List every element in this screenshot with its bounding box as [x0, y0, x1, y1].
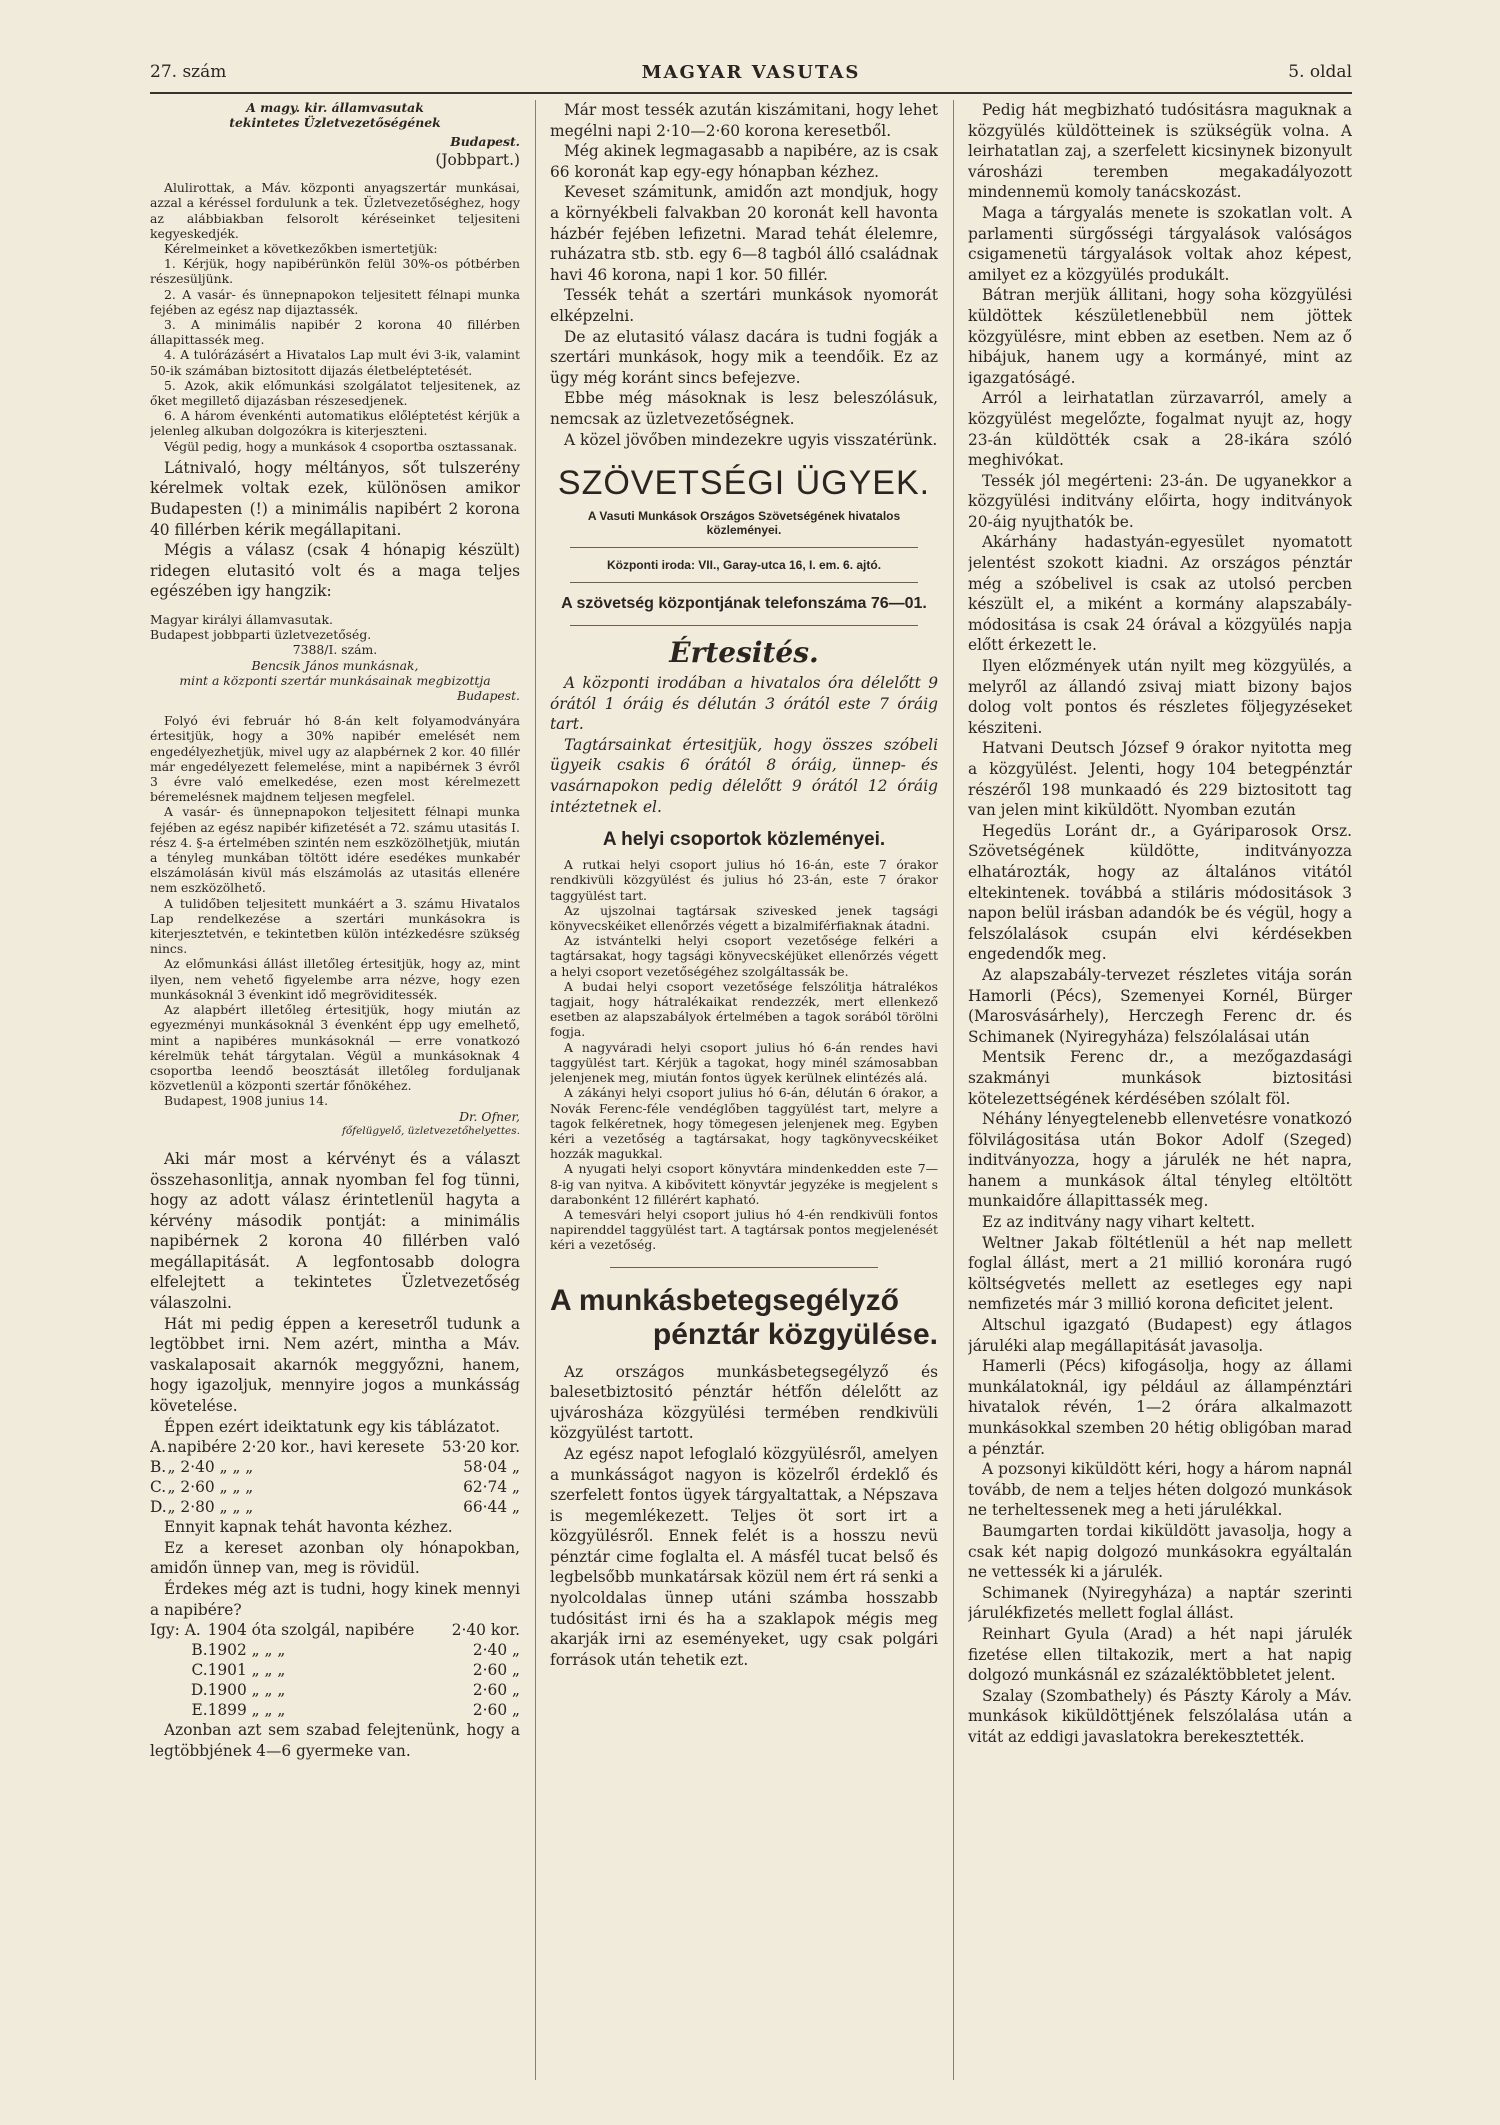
reply-para-5: Az alapbért illetőleg értesitjük, hogy miután az egyezményi munkásoknál 3 évenként épp ugy emelhető, mint a napibéres munkásoknál — erre vonatkozó kérelmük tehát tárgytalan. Végül a munkásoknak 4 csoportba leendő beosztását illetőleg forduljanak közvetlenül a központi szertár főnökéhez.	[150, 1002, 520, 1094]
divider	[570, 582, 918, 583]
assembly-cont-13: Ez az inditvány nagy vihart keltett.	[982, 1213, 1256, 1232]
headline-line-1: A munkásbetegsegélyző	[550, 1283, 899, 1317]
page-header	[150, 62, 1352, 94]
page-number: 5. oldal	[1288, 62, 1352, 82]
petition-intro: Alulirottak, a Máv. központi anyagszertár munkásai, azzal a kéréssel fordulunk a tek. Üzletvezetőséghez, hogy az alábbiakban felsorolt kéréseinket teljesiteni kegyeskedjék.	[150, 180, 520, 241]
wage-table	[150, 1437, 520, 1517]
reply-addressee: Bencsik János munkásnak,	[251, 657, 419, 673]
headline-betegsegelyzo	[550, 1284, 938, 1352]
table-row: D. 1900 „ „ „ 2·60 „	[190, 1681, 520, 1700]
local-group-item: A zákányi helyi csoport julius hó 6-án, délután 6 órakor, a Novák Ferenc-féle vendéglőben taggyülést tart, melyre a tagok felkéretnek, hogy tömegesen jelenjenek meg. Egyben kéri a vezetőség a tagtársakat, hogy tagkönyvecskéiket hozzák magukkal.	[550, 1085, 938, 1162]
phone-notice: A szövetség központjának telefonszáma 76—01.	[561, 595, 927, 613]
issue-number: 27. szám	[150, 62, 227, 82]
assembly-cont-7: Ilyen előzmények után nyilt meg közgyülés, a melyről az állandó zsivaj miatt bizony bajos dolog volt pontos és részletes följegyzéseket késziteni.	[968, 657, 1352, 737]
commentary-6: Ennyit kapnak tehát havonta kézhez.	[164, 1518, 453, 1537]
assembly-cont-9: Hegedüs Loránt dr., a Gyáriparosok Orsz. Szövetségének küldötte, inditványozza elhatározták, hogy az általános vitától eltekintenek. továbbá a stiláris módositások 3 napon belül irásban adandók be és végül, hogy a felszólalások csupán elvi kérdésekben engedendők meg.	[968, 821, 1352, 964]
table-row: B. „ 2·40 „ „ „ 58·04 „	[150, 1458, 520, 1477]
table-row: B. 1902 „ „ „ 2·40 „	[191, 1641, 520, 1660]
local-group-item: A budai helyi csoport vezetősége felszólitja hátralékos tagjait, hogy hátralékaikat rendezzék, mert ellenkező esetben az alapszabályok értelmében a tagok sorából törölni fogja.	[550, 978, 938, 1040]
assembly-cont-3: Bátran merjük állitani, hogy soha közgyülési küldöttek készületlenebbül nem jöttek közgyülésre, mint ebben az esetben. Nem az ő hibájuk, hanem ugy a kormányé, mint az igazgatóságé.	[968, 286, 1352, 387]
reply-reference: 7388/I. szám.	[292, 642, 378, 658]
reply-para-4: Az előmunkási állást illetőleg értesitjük, hogy az, mint ilyen, nem vehető figyelembe arra nézve, hogy ezen munkásoknál 3 évenkint idő megröviditessék.	[150, 956, 520, 1002]
address-line-3: Budapest.	[450, 134, 520, 150]
local-group-item: A temesvári helyi csoport julius hó 4-én rendkivüli fontos napirenddel taggyülést tart. A tagtársak pontos megjelenését kéri a vezetőség.	[550, 1206, 938, 1253]
article-cont-7: A közel jövőben mindezekre ugyis visszatérünk.	[564, 430, 938, 449]
commentary-1: Látnivaló, hogy méltányos, sőt tulszerény kérelmek voltak ezek, különösen amikor Budapesten (!) a minimális napibért 2 korona 40 fillérben kérik megállapitani.	[150, 458, 520, 539]
divider	[570, 547, 918, 548]
office-address: Központi iroda: VII., Garay-utca 16, I. em. 6. ajtó.	[606, 558, 882, 573]
column-2	[550, 100, 938, 2085]
reply-addressee-role: mint a központi szertár munkásainak megbizottja	[179, 672, 491, 688]
commentary-3: Aki már most a kérvényt és a választ összehasonlitja, annak nyomban fel fog tünni, hogy az adott válasz érintetlenül hagyta a kérvény második pontját: a minimális napibérnek 2 korona 40 fillérben való megállapitását. A legfontosabb dologra elfelejtett a tekintetes Üzletvezetőség válaszolni.	[150, 1149, 520, 1313]
assembly-cont-11: Mentsik Ferenc dr., a mezőgazdasági szakmányi munkások biztositási kötelezettségének kérdésében szólalt föl.	[968, 1048, 1352, 1108]
assembly-cont-14: Weltner Jakab föltétlenül a hét nap mellett foglal állást, mert a 21 millió koronára rugó költségvetés mellett az esetleges egy napi nemfizetés már 3 millió korona deficitet jelent.	[968, 1233, 1352, 1314]
petition-item-6: 6. A három évenkénti automatikus előléptetést kérjük a jelenleg alkuban dolgozókra is kiterjeszteni.	[150, 408, 520, 439]
assembly-cont-10: Az alapszabály-tervezet részletes vitája során Hamorli (Pécs), Szemenyei Kornél, Bürger (Marosvásárhely), Herczegh Ferenc dr. és Schimanek (Nyiregyháza) felszólalásai után	[968, 965, 1352, 1046]
assembly-para-2: Az egész napot lefoglaló közgyülésről, amelyen a munkásságot nagyon is közelről érdeklő és szerfelett fontos ügyek tárgyaltattak, a Népszava is megemlékezett. Teljes öt sort irt a közgyülésről. Ennek felét is a hosszu nevü pénztár cime foglalta el. A másfél tucat belső és legbelsőbb munkatársak közül nem ért rá senki a nyolcoldalas ünnep utáni számba hosszabb tudósitást irni és ha a szaklapok mégis meg akarják irni az eseményeket, ugy csak polgári források után tehetik ezt.	[550, 1444, 938, 1669]
reply-city: Budapest.	[457, 688, 520, 704]
assembly-cont-1: Pedig hát megbizható tudósitásra maguknak a közgyülés küldötteinek is szükségük volna. A leirhatatlan zaj, a szerfelett kicsinynek bizonyult városházi teremben megakadályozott mindennemü komoly tanácskozást.	[968, 101, 1352, 202]
reply-para-1: Folyó évi február hó 8-án kelt folyamodványára értesitjük, hogy a 30% napibér emelését nem engedélyezhetjük, mivel ugy az alapbérnek 2 kor. 40 fillér már engedélyezett felemelése, mint a napibérnek 3 évről 3 évre való emelkedése, ezen most kérelmezett béremelésnek majdnem teljesen megfelel.	[150, 713, 520, 805]
assembly-cont-15: Altschul igazgató (Budapest) egy átlagos járuléki alap megállapitását javasolja.	[968, 1316, 1352, 1355]
assembly-cont-6: Akárhány hadastyán-egyesület nyomatott jelentést szokott kiadni. Az országos pénztár még a szóbelivel is csak az utolsó percben készült el, a miként a kormány alapszabály-módositása is csak 24 órával a közgyülés napja előtt érkezett le.	[968, 533, 1352, 655]
assembly-para-1: Az országos munkásbetegsegélyző és balesetbiztositó pénztár hétfőn délelőtt az ujvárosháza közgyülési termében rendkivüli közgyülést tartott.	[550, 1362, 938, 1443]
commentary-5: Éppen ezért ideiktatunk egy kis táblázatot.	[164, 1417, 501, 1436]
reply-date: Budapest, 1908 junius 14.	[164, 1093, 329, 1109]
table-row: C. 1901 „ „ „ 2·60 „	[191, 1661, 520, 1680]
assembly-cont-17: A pozsonyi kiküldött kéri, hogy a három napnál tovább, de nem a teljes héten dolgozó munkások ne terheltessenek meg a heti járulékkal.	[968, 1460, 1352, 1520]
table-row: C. „ 2·60 „ „ „ 62·74 „	[150, 1478, 520, 1497]
divider	[570, 625, 918, 626]
commentary-9: Azonban azt sem szabad felejtenünk, hogy a legtöbbjének 4—6 gyermeke van.	[150, 1721, 520, 1760]
reply-letterhead-1: Magyar királyi államvasutak.	[150, 612, 333, 628]
assembly-cont-20: Reinhart Gyula (Arad) a hét napi járulék fizetése ellen tiltakozik, mert a hat napig dolgozó munkásnál ez százaléktöbbletet jelent.	[968, 1624, 1352, 1685]
reply-para-3: A tulidőben teljesitett munkáért a 3. számu Hivatalos Lap rendelkezése a szertári munkásokra is kiterjesztetvén, e tekintetben külön intézkedésre szükség nincs.	[150, 895, 520, 957]
address-line-1: A magy. kir. államvasutak	[246, 100, 424, 115]
reply-letterhead-2: Budapest jobbparti üzletvezetőség.	[150, 627, 372, 643]
assembly-cont-4: Arról a leirhatatlan zürzavarról, amely a közgyülést megelőzte, fogalmat nyujt az, hogy 23-án küldötték csak a 28-ikára szóló meghivókat.	[968, 389, 1352, 470]
assembly-cont-12: Néhány lényegtelenebb ellenvetésre vonatkozó fölvilágositása után Bokor Adolf (Szeged) inditványozza, hogy a járulék ne hét napra, hanem a munkások által tényleg eltöltött munkaidőre állapittassék meg.	[968, 1110, 1352, 1211]
article-cont-4: Tessék tehát a szertári munkások nyomorát elképzelni.	[550, 286, 938, 325]
divider	[610, 1267, 878, 1268]
notice-title: Értesités.	[669, 636, 819, 670]
reply-signature-title: főfelügyelő, üzletvezetőhelyettes.	[341, 1124, 520, 1137]
address-line-2: tekintetes Üzletvezetőségének	[229, 115, 441, 131]
address-line-4: (Jobbpart.)	[435, 150, 520, 169]
table-row: E. 1899 „ „ „ 2·60 „	[191, 1701, 520, 1720]
article-cont-1: Már most tessék azután kiszámitani, hogy lehet megélni napi 2·10—2·60 korona keresetből.	[550, 101, 938, 140]
table-row: D. „ 2·80 „ „ „ 66·44 „	[150, 1498, 520, 1517]
assembly-cont-19: Schimanek (Nyiregyháza) a naptár szerinti járulékfizetés mellett foglal állást.	[968, 1583, 1352, 1623]
assembly-cont-5: Tessék jól megérteni: 23-án. De ugyanekkor a közgyülési inditvány előirta, hogy inditványok 20-áig nyujthatók be.	[968, 471, 1352, 531]
article-cont-3: Keveset számitunk, amidőn azt mondjuk, hogy a környékbeli falvakban 20 koronát kell havonta házbér fejében lefizetni. Marad tehát élelemre, ruházatra stb. stb. egy 6—8 tagból álló családnak havi 46 korona, napi 1 kor. 50 fillér.	[550, 183, 938, 284]
column-rule-1	[535, 100, 536, 2080]
local-group-item: A nyugati helyi csoport könyvtára mindenkedden este 7—8-ig van nyitva. A kibővitett könyvtár jegyzéke is megjelent s darabonként 12 fillérért kapható.	[550, 1161, 938, 1207]
article-cont-6: Ebbe még másoknak is lesz beleszólásuk, nemcsak az üzletvezetőségnek.	[550, 389, 938, 428]
headline-line-2: pénztár közgyülése.	[652, 1317, 938, 1351]
assembly-cont-21: Szalay (Szombathely) és Pászty Károly a Máv. munkások kiküldöttjének felszólalása után a vitát az eddigi javaslatokra berekesztették.	[968, 1686, 1352, 1746]
commentary-7: Ez a kereset azonban oly hónapokban, amidőn ünnep van, meg is rövidül.	[150, 1538, 520, 1578]
assembly-cont-8: Hatvani Deutsch József 9 órakor nyitotta meg a közgyülést. Jelenti, hogy 104 betegpénztár részéről 198 munkaadó és 229 biztositott tag van jelen mint kiküldött. Nyomban ezután	[968, 739, 1352, 820]
petition-list-intro: Kérelmeinket a következőkben ismertetjük:	[164, 241, 438, 257]
reply-para-2: A vasár- és ünnepnapokon teljesitett félnapi munka fejében az egész napibér kifizetését a 72. számu utasitás I. rész 4. §-a értelmében szintén nem eszközölhetjük, miután a tényleg munkában töltött idére esedékes munkabér elszámolásán kivül más elszámolás az utasitás ellenére nem eszközölhető.	[150, 804, 520, 896]
table-row: Igy: A. 1904 óta szolgál, napibére 2·40 kor.	[150, 1621, 520, 1640]
article-cont-2: Még akinek legmagasabb a napibére, az is csak 66 koronát kap egy-egy hónapban kézhez.	[550, 142, 938, 181]
section-title-szovetsegi: SZÖVETSÉGI ÜGYEK.	[557, 464, 931, 503]
local-group-item: A nagyváradi helyi csoport julius hó 6-án rendes havi taggyülést tart. Kérjük a tagokat, hogy minél számosabban jelenjenek meg, miután fontos ügyek kerülnek elintézés alá.	[550, 1039, 938, 1086]
notice-para-2: Tagtársainkat értesitjük, hogy összes szóbeli ügyeik csakis 6 órától 8 óráig, ünnep- és vasárnapokon pedig délelőtt 9 órától 12 óráig intéztetnek el.	[550, 735, 938, 816]
section-subtitle: A Vasuti Munkások Országos Szövetségének hivatalos közleményei.	[587, 509, 901, 538]
assembly-cont-16: Hamerli (Pécs) kifogásolja, hogy az állami munkálatoknál, igy például az állampénztári hivatalok révén, 1—2 órára alkalmazott munkásokkal szemben 20 hétig obligóban marad a pénztár.	[968, 1357, 1352, 1458]
masthead-title: MAGYAR VASUTAS	[641, 62, 861, 83]
assembly-cont-2: Maga a tárgyalás menete is szokatlan volt. A parlamenti sürgősségi tárgyalások valóságos csigamenetü tárgyalások voltak ahoz képest, amilyet ez a közgyülés produkált.	[968, 203, 1352, 284]
column-3	[968, 100, 1352, 2085]
commentary-4: Hát mi pedig éppen a keresetről tudunk a legtöbbet irni. Nem azért, mintha a Máv. vaskalaposait akarnók meggyőzni, hanem, hogy igazoljuk, mennyire jogos a munkásság követelése.	[150, 1314, 520, 1416]
column-1	[150, 100, 520, 2085]
petition-item-5: 5. Azok, akik előmunkási szolgálatot teljesitenek, az őket megillető dijazásban részesedjenek.	[150, 377, 520, 409]
local-group-item: A rutkai helyi csoport julius hó 16-án, este 7 órakor rendkivüli közgyülést és julius hó 23-án, este 7 órakor taggyülést tart.	[550, 857, 938, 903]
seniority-table	[150, 1620, 520, 1720]
notice-para-1: A központi irodában a hivatalos óra délelőtt 9 órától 1 óráig és délután 3 órától este 7 óráig tart.	[550, 674, 938, 734]
commentary-2: Mégis a válasz (csak 4 hónapig készült) ridegen elutasitó volt és a maga teljes egészében igy hangzik:	[150, 541, 520, 601]
table-row: A. napibére 2·20 kor., havi keresete 53·20 kor.	[150, 1438, 520, 1457]
petition-item-4: 4. A tulórázásért a Hivatalos Lap mult évi 3-ik, valamint 50-ik számában biztositott dijazás életbeléptetését.	[150, 347, 520, 378]
petition-item-2: 2. A vasár- és ünnepnapokon teljesitett félnapi munka fejében az egész nap dijaztassék.	[150, 286, 520, 317]
article-cont-5: De az elutasitó válasz dacára is tudni fogják a szertári munkások, hogy mik a teendőik. Ez az ügy még koránt sincs befejezve.	[550, 327, 938, 387]
commentary-8: Érdekes még azt is tudni, hogy kinek mennyi a napibére?	[150, 1580, 520, 1619]
assembly-cont-18: Baumgarten tordai kiküldött javasolja, hogy a csak két napig dolgozó munkásokra egyáltalán ne vettessék ki a járulék.	[968, 1521, 1352, 1582]
petition-item-1: 1. Kérjük, hogy napibérünkön felül 30%-os pótbérben részesüljünk.	[150, 256, 520, 287]
petition-item-3: 3. A minimális napibér 2 korona 40 fillérben állapittassék meg.	[150, 317, 520, 348]
column-rule-2	[953, 100, 954, 2080]
local-groups-title: A helyi csoportok közleményei.	[602, 829, 886, 851]
reply-signature: Dr. Ofner,	[459, 1108, 520, 1124]
local-group-item: Az ujszolnai tagtársak szivesked jenek tagsági könyvecskéiket ellenőrzés végett a bizalmiférfiaknak átadni.	[550, 902, 938, 934]
local-group-item: Az istvántelki helyi csoport vezetősége felkéri a tagtársakat, hogy tagsági könyvecskéjüket ellenőrzés végett a helyi csoport vezetőségéhez szolgáltassák be.	[550, 933, 938, 979]
petition-closing: Végül pedig, hogy a munkások 4 csoportba osztassanak.	[164, 438, 518, 454]
